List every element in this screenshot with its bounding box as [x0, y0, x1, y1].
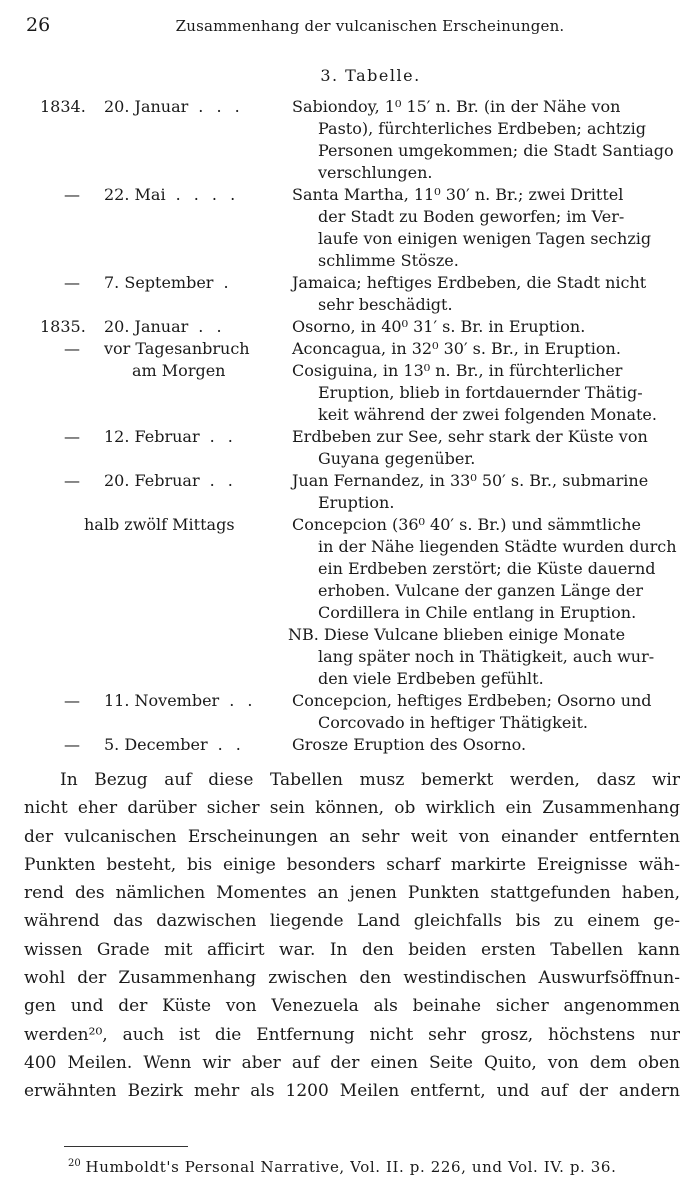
entry-date — [40, 184, 280, 206]
entry-day: 5. December — [104, 735, 208, 754]
nota-bene-line: lang später noch in Thätigkeit, auch wur- — [318, 647, 655, 666]
entry-date — [40, 272, 280, 294]
description-line: Jamaica; heftiges Erdbeben, die Stadt nicht — [292, 273, 647, 292]
table-entry — [0, 360, 697, 426]
leader-dots: . . — [209, 427, 237, 446]
page-header — [0, 14, 697, 38]
entry-description — [292, 734, 678, 756]
body-line: erwähnten Bezirk mehr als 1200 Meilen entfernt, und auf der andern — [24, 1081, 680, 1102]
leader-dots — [225, 361, 235, 380]
entry-year: — — [64, 273, 80, 292]
entry-day: 22. Mai — [104, 185, 166, 204]
table-entry — [0, 184, 697, 272]
entry-day: 7. September — [104, 273, 214, 292]
entry-description — [292, 338, 678, 360]
running-title: Zusammenhang der vulcanischen Erscheinungen. — [175, 17, 565, 35]
table-entry — [0, 514, 697, 624]
entry-day: 20. Januar — [104, 97, 189, 116]
description-line: Juan Fernandez, in 33⁰ 50′ s. Br., submarine — [292, 471, 649, 490]
leader-dots — [250, 339, 260, 358]
footnote-rule — [64, 1146, 188, 1147]
entry-day: 20. Januar — [104, 317, 189, 336]
description-line: schlimme Stösze. — [318, 251, 459, 270]
body-line: nicht eher darüber sicher sein können, ob wirklich ein Zusammenhang — [24, 798, 680, 819]
table-entry — [0, 338, 697, 360]
leader-dots — [235, 515, 245, 534]
leader-dots: . . . — [198, 97, 244, 116]
entry-day: am Morgen — [132, 361, 226, 380]
description-line: Personen umgekommen; die Stadt Santiago — [318, 141, 674, 160]
entry-year: 1835. — [40, 317, 86, 336]
body-line: werden²⁰, auch ist die Entfernung nicht sehr grosz, höchstens nur — [24, 1024, 680, 1045]
description-line: laufe von einigen wenigen Tagen sechzig — [318, 229, 652, 248]
entry-date — [40, 96, 280, 118]
entry-day: 20. Februar — [104, 471, 200, 490]
description-line: verschlungen. — [318, 163, 433, 182]
nota-bene-line: den viele Erdbeben gefühlt. — [318, 669, 544, 688]
chronology-table — [0, 96, 697, 756]
table-entry — [0, 734, 697, 756]
description-line: Erdbeben zur See, sehr stark der Küste von — [292, 427, 648, 446]
nota-bene-line: NB. Diese Vulcane blieben einige Monate — [288, 625, 626, 644]
body-line: Punkten besteht, bis einige besonders scharf markirte Ereignisse wäh- — [24, 854, 680, 875]
description-line: Aconcagua, in 32⁰ 30′ s. Br., in Eruption. — [292, 339, 621, 358]
body-line: rend des nämlichen Momentes an jenen Punkten stattgefunden haben, — [24, 883, 680, 904]
entry-description — [292, 360, 678, 426]
entry-year: — — [64, 427, 80, 446]
description-line: Cosiguina, in 13⁰ n. Br., in fürchterlicher — [292, 361, 623, 380]
entry-date — [40, 470, 280, 492]
body-line: In Bezug auf diese Tabellen musz bemerkt werden, dasz wir — [60, 770, 680, 790]
body-line: gen und der Küste von Venezuela als beinahe sicher angenommen — [24, 996, 680, 1017]
footnote-text: Humboldt's Personal Narrative, Vol. II. p. 226, und Vol. IV. p. 36. — [85, 1158, 617, 1176]
body-line: während das dazwischen liegende Land gleichfalls bis zu einem ge- — [24, 911, 680, 932]
description-line: Santa Martha, 11⁰ 30′ n. Br.; zwei Drittel — [292, 185, 624, 204]
table-title: 3. Tabelle. — [320, 66, 421, 85]
entry-year: — — [64, 185, 80, 204]
leader-dots: . . — [209, 471, 237, 490]
description-line: Concepcion (36⁰ 40′ s. Br.) und sämmtliche — [292, 515, 642, 534]
table-entry — [0, 426, 697, 470]
footnote-marker: 20 — [68, 1158, 81, 1169]
description-line: erhoben. Vulcane der ganzen Länge der — [318, 581, 643, 600]
table-entry — [0, 470, 697, 514]
body-line: wohl der Zusammenhang zwischen den westindischen Auswurfsöffnun- — [24, 968, 680, 989]
description-line: Eruption. — [318, 493, 395, 512]
entry-description — [292, 470, 678, 514]
entry-day: halb zwölf Mittags — [84, 515, 235, 534]
description-line: Cordillera in Chile entlang in Eruption. — [318, 603, 637, 622]
entry-day: vor Tagesanbruch — [104, 339, 250, 358]
description-line: Concepcion, heftiges Erdbeben; Osorno und — [292, 691, 652, 710]
entry-date — [40, 514, 280, 536]
entry-description — [292, 426, 678, 470]
body-line: wissen Grade mit afficirt war. In den beiden ersten Tabellen kann — [24, 939, 680, 960]
entry-description — [292, 514, 678, 624]
entry-date — [40, 690, 280, 712]
description-line: ein Erdbeben zerstört; die Küste dauernd — [318, 559, 656, 578]
body-line: 400 Meilen. Wenn wir aber auf der einen Seite Quito, von dem oben — [24, 1052, 680, 1073]
entry-year: — — [64, 691, 80, 710]
leader-dots: . . — [217, 735, 245, 754]
description-line: sehr beschädigt. — [318, 295, 453, 314]
description-line: Guyana gegenüber. — [318, 449, 476, 468]
footnote — [68, 1158, 688, 1176]
entry-day: 11. November — [104, 691, 220, 710]
page-number: 26 — [26, 14, 51, 36]
entry-year: 1834. — [40, 97, 86, 116]
entry-description — [292, 316, 678, 338]
description-line: Eruption, blieb in fortdauernder Thätig- — [318, 383, 643, 402]
table-entry — [0, 96, 697, 184]
leader-dots: . — [223, 273, 233, 292]
body-line: der vulcanischen Erscheinungen an sehr weit von einander entfernten — [24, 826, 680, 847]
description-line: Corcovado in heftiger Thätigkeit. — [318, 713, 588, 732]
description-line: in der Nähe liegenden Städte wurden durch — [318, 537, 677, 556]
entry-date — [40, 360, 280, 382]
entry-description — [292, 184, 678, 272]
leader-dots: . . — [229, 691, 257, 710]
description-line: der Stadt zu Boden geworfen; im Ver- — [318, 207, 625, 226]
leader-dots: . . . . — [175, 185, 240, 204]
entry-date — [40, 734, 280, 756]
table-entry — [0, 272, 697, 316]
entry-date — [40, 426, 280, 448]
description-line: Grosze Eruption des Osorno. — [292, 735, 527, 754]
table-entry — [0, 316, 697, 338]
entry-year: — — [64, 471, 80, 490]
entry-date — [40, 338, 280, 360]
leader-dots: . . — [198, 317, 226, 336]
entry-year: — — [64, 735, 80, 754]
entry-year: — — [64, 339, 80, 358]
entry-date — [40, 316, 280, 338]
body-paragraph — [24, 766, 680, 1106]
nota-bene — [288, 624, 678, 690]
description-line: keit während der zwei folgenden Monate. — [318, 405, 657, 424]
description-line: Pasto), fürchterliches Erdbeben; achtzig — [318, 119, 647, 138]
entry-description — [292, 690, 678, 734]
description-line: Osorno, in 40⁰ 31′ s. Br. in Eruption. — [292, 317, 586, 336]
description-line: Sabiondoy, 1⁰ 15′ n. Br. (in der Nähe von — [292, 97, 621, 116]
entry-description — [292, 96, 678, 184]
table-entry — [0, 690, 697, 734]
entry-description — [292, 272, 678, 316]
entry-day: 12. Februar — [104, 427, 200, 446]
